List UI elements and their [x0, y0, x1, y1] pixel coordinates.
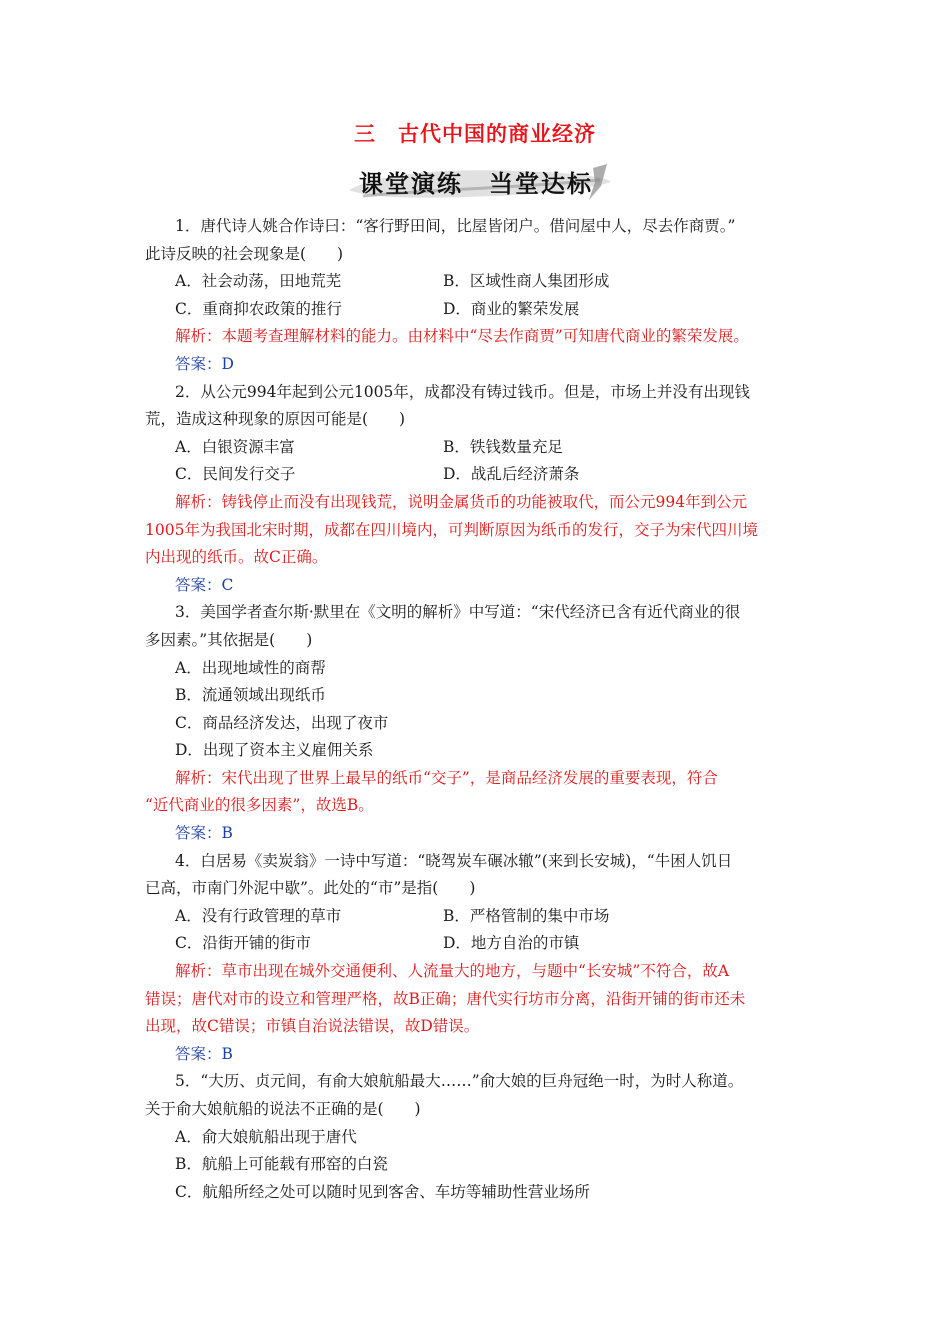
analysis-text: 1005年为我国北宋时期，成都在四川境内，可判断原因为纸币的发行，交子为宋代四川境	[145, 520, 758, 539]
option-c: C．重商抑农政策的推行	[175, 299, 342, 318]
page-title: 三 古代中国的商业经济	[354, 121, 596, 146]
option-a: A．俞大娘航船出现于唐代	[175, 1127, 357, 1146]
option-row	[145, 930, 815, 958]
option-row	[145, 434, 815, 462]
option-a: A．没有行政管理的草市	[175, 906, 342, 925]
analysis-text: 解析：宋代出现了世界上最早的纸币“交子”，是商品经济发展的重要表现，符合	[175, 768, 718, 787]
banner-title: 课堂演练 当堂达标	[359, 169, 593, 198]
option-b: B．铁钱数量充足	[443, 437, 563, 456]
option-d: D．地方自治的市镇	[443, 934, 580, 953]
option-c: C．商品经济发达，出现了夜市	[175, 713, 389, 732]
answer-text: 答案：B	[175, 824, 233, 843]
option-d: D．商业的繁荣发展	[443, 299, 580, 318]
question-stem: 已高，市南门外泥中歇”。此处的“市”是指( )	[145, 879, 476, 898]
question-1	[145, 213, 815, 379]
analysis-text: 内出现的纸币。故C正确。	[145, 548, 328, 567]
option-row	[145, 296, 815, 324]
analysis-text: “近代商业的很多因素”，故选B。	[145, 796, 374, 815]
section-banner	[345, 160, 615, 204]
question-stem: 荒，造成这种现象的原因可能是( )	[145, 410, 406, 429]
question-4	[145, 848, 815, 1069]
option-a: A．社会动荡，田地荒芜	[175, 272, 342, 291]
answer-text: 答案：B	[175, 1044, 233, 1063]
question-stem: 3．美国学者查尔斯·默里在《文明的解析》中写道：“宋代经济已含有近代商业的很	[175, 603, 741, 622]
question-stem: 关于俞大娘航船的说法不正确的是( )	[145, 1100, 421, 1118]
question-2	[145, 379, 815, 600]
option-row	[145, 903, 815, 931]
analysis-text: 错误；唐代对市的设立和管理严格，故B正确；唐代实行坊市分离，沿街开铺的街市还未	[145, 989, 746, 1008]
answer-text: 答案：D	[175, 354, 234, 373]
question-stem: 多因素。”其依据是( )	[145, 630, 313, 649]
question-list	[145, 213, 815, 1206]
question-stem: 2．从公元994年起到公元1005年，成都没有铸过钱币。但是，市场上并没有出现钱	[175, 382, 750, 401]
answer-text: 答案：C	[175, 575, 234, 594]
option-b: B．航船上可能载有邢窑的白瓷	[175, 1155, 388, 1174]
analysis-text: 解析：本题考查理解材料的能力。由材料中“尽去作商贾”可知唐代商业的繁荣发展。	[175, 327, 749, 346]
analysis-text: 解析：草市出现在城外交通便利、人流量大的地方，与题中“长安城”不符合，故A	[175, 962, 730, 981]
option-b: B．严格管制的集中市场	[443, 906, 610, 925]
question-stem: 4．白居易《卖炭翁》一诗中写道：“晓驾炭车碾冰辙”(来到长安城)，“牛困人饥日	[175, 851, 733, 870]
question-stem: 5．“大历、贞元间，有俞大娘航船最大……”俞大娘的巨舟冠绝一时，为时人称道。	[175, 1072, 744, 1091]
option-b: B．区域性商人集团形成	[443, 272, 610, 291]
option-c: C．民间发行交子	[175, 465, 296, 484]
analysis-text: 出现，故C错误；市镇自治说法错误，故D错误。	[145, 1017, 480, 1036]
question-stem: 1．唐代诗人姚合作诗曰：“客行野田间，比屋皆闭户。借问屋中人，尽去作商贾。”	[175, 217, 736, 235]
option-a: A．白银资源丰富	[175, 437, 295, 456]
question-5	[145, 1068, 815, 1206]
question-stem: 此诗反映的社会现象是( )	[145, 244, 344, 263]
option-row	[145, 268, 815, 296]
option-row	[145, 461, 815, 489]
option-a: A．出现地域性的商帮	[175, 658, 326, 677]
option-d: D．战乱后经济萧条	[443, 465, 580, 484]
option-c: C．航船所经之处可以随时见到客舍、车坊等辅助性营业场所	[175, 1182, 590, 1201]
option-d: D．出现了资本主义雇佣关系	[175, 741, 374, 760]
analysis-text: 解析：铸钱停止而没有出现钱荒，说明金属货币的功能被取代，而公元994年到公元	[175, 492, 748, 511]
question-3	[145, 599, 815, 847]
option-c: C．沿街开铺的街市	[175, 934, 311, 953]
option-b: B．流通领域出现纸币	[175, 686, 326, 705]
